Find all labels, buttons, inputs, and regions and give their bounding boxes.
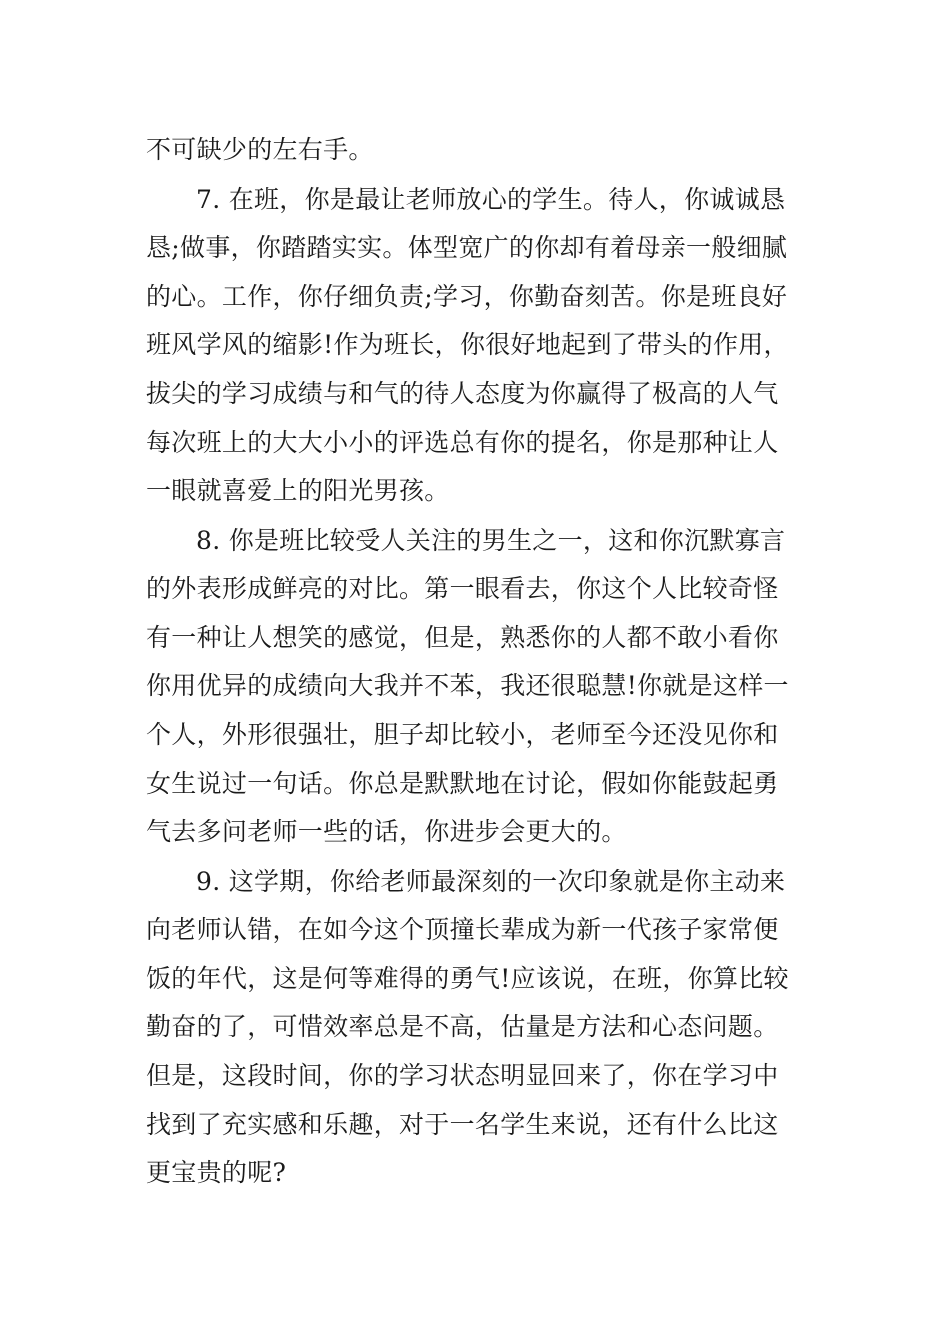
text-line: 你用优异的成绩向大我并不苯，我还很聪慧!你就是这样一: [146, 671, 789, 700]
paragraph-9-first-line: 9. 这学期，你给老师最深刻的一次印象就是你主动来: [196, 867, 786, 896]
text-line: 恳;做事，你踏踏实实。体型宽广的你却有着母亲一般细腻: [146, 233, 788, 262]
text-line: 向老师认错，在如今这个顶撞长辈成为新一代孩子家常便: [146, 915, 779, 944]
text-line: 勤奋的了，可惜效率总是不高，估量是方法和心态问题。: [146, 1012, 779, 1041]
text-line: 女生说过一句话。你总是默默地在讨论，假如你能鼓起勇: [146, 769, 779, 798]
text-line: 的心。工作，你仔细负责;学习，你勤奋刻苦。你是班良好: [146, 282, 788, 311]
text-line: 个人，外形很强壮，胆子却比较小，老师至今还没见你和: [146, 720, 779, 749]
text-line: 有一种让人想笑的感觉，但是，熟悉你的人都不敢小看你: [146, 623, 779, 652]
text-line: 但是，这段时间，你的学习状态明显回来了，你在学习中: [146, 1061, 779, 1090]
text-line: 一眼就喜爱上的阳光男孩。: [146, 476, 450, 505]
text-line: 找到了充实感和乐趣，对于一名学生来说，还有什么比这: [146, 1110, 779, 1139]
text-line: 的外表形成鲜亮的对比。第一眼看去，你这个人比较奇怪: [146, 574, 779, 603]
text-line: 饭的年代，这是何等难得的勇气!应该说，在班，你算比较: [146, 964, 789, 993]
text-line: 班风学风的缩影!作为班长，你很好地起到了带头的作用，: [146, 330, 789, 359]
text-line: 不可缺少的左右手。: [146, 135, 374, 164]
text-line: 气去多问老师一些的话，你进步会更大的。: [146, 817, 627, 846]
text-line: 拔尖的学习成绩与和气的待人态度为你赢得了极高的人气: [146, 379, 779, 408]
paragraph-7-first-line: 7. 在班，你是最让老师放心的学生。待人，你诚诚恳: [196, 185, 786, 214]
text-line: 更宝贵的呢?: [146, 1158, 287, 1187]
text-line: 每次班上的大大小小的评选总有你的提名，你是那种让人: [146, 428, 779, 457]
paragraph-8-first-line: 8. 你是班比较受人关注的男生之一，这和你沉默寡言: [196, 526, 786, 555]
